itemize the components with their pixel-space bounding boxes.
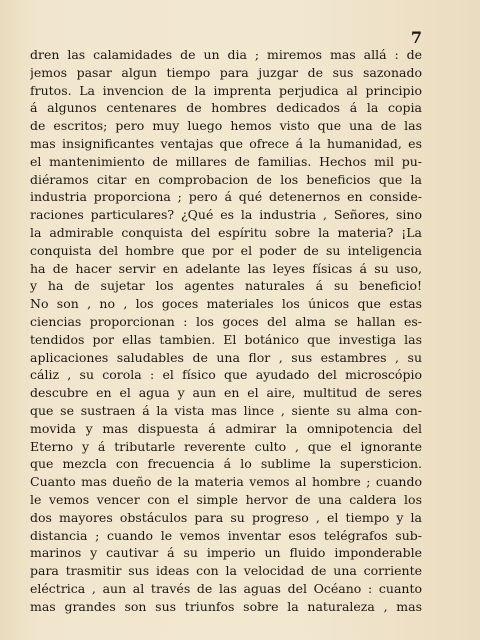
page-number: 7	[410, 28, 422, 47]
text-line: diéramos citar en comprobacion de los beneficios que la	[30, 171, 422, 187]
text-line: eléctrica , aun al través de las aguas del Océano : cuanto	[30, 580, 422, 596]
text-line: dren las calamidades de un dia ; miremos mas allá : de	[30, 47, 422, 62]
text-line: el mantenimiento de millares de familias. Hechos mil pu-	[30, 153, 422, 169]
text-line: para trasmitir sus ideas con la velocidad de una corriente	[30, 563, 422, 579]
text-line: raciones particulares? ¿Qué es la industria , Señores, sino	[30, 207, 422, 223]
body-text	[30, 46, 422, 616]
text-line: conquista del hombre que por el poder de su inteligencia	[30, 242, 422, 258]
text-line: industria proporciona ; pero á qué detenernos en conside-	[30, 189, 422, 205]
text-line: dos mayores obstáculos para su progreso , el tiempo y la	[30, 509, 422, 525]
text-line: Cuanto mas dueño de la materia vemos al hombre ; cuando	[30, 474, 422, 490]
text-line: tendidos por ellas tambien. El botánico que investiga las	[30, 331, 422, 347]
text-line: á algunos centenares de hombres dedicados á la copia	[30, 100, 422, 116]
text-line: le vemos vencer con el simple hervor de una caldera los	[30, 491, 422, 507]
text-line: Eterno y á tributarle reverente culto , que el ignorante	[30, 438, 422, 454]
text-line: mas grandes son sus triunfos sobre la naturaleza , mas	[30, 598, 422, 614]
text-line: de escritos; pero muy luego hemos visto que una de las	[30, 118, 422, 134]
text-line: ha de hacer servir en adelante las leyes físicas á su uso,	[30, 260, 422, 276]
text-line: marinos y cautivar á su imperio un fluido imponderable	[30, 545, 422, 561]
text-line: frutos. La invencion de la imprenta perjudica al principio	[30, 82, 422, 98]
text-line: movida y mas dispuesta á admirar la omnipotencia del	[30, 420, 422, 436]
text-line: No son , no , los goces materiales los únicos que estas	[30, 296, 422, 312]
text-line: ciencias proporcionan : los goces del alma se hallan es-	[30, 313, 422, 329]
text-line: distancia ; cuando le vemos inventar esos telégrafos sub-	[30, 527, 422, 543]
text-line: jemos pasar algun tiempo para juzgar de sus sazonado	[30, 64, 422, 80]
text-line: descubre en el agua y aun en el aire, multitud de seres	[30, 385, 422, 401]
text-line: aplicaciones saludables de una flor , sus estambres , su	[30, 349, 422, 365]
text-line: cáliz , su corola : el físico que ayudado del microscópio	[30, 367, 422, 383]
text-line: que mezcla con frecuencia á lo sublime la supersticion.	[30, 456, 422, 472]
text-line: y ha de sujetar los agentes naturales á su beneficio!	[30, 278, 422, 294]
text-line: que se sustraen á la vista mas lince , siente su alma con-	[30, 402, 422, 418]
text-line: mas insignificantes ventajas que ofrece á la humanidad, es	[30, 135, 422, 151]
text-line: la admirable conquista del espíritu sobre la materia? ¡La	[30, 224, 422, 240]
